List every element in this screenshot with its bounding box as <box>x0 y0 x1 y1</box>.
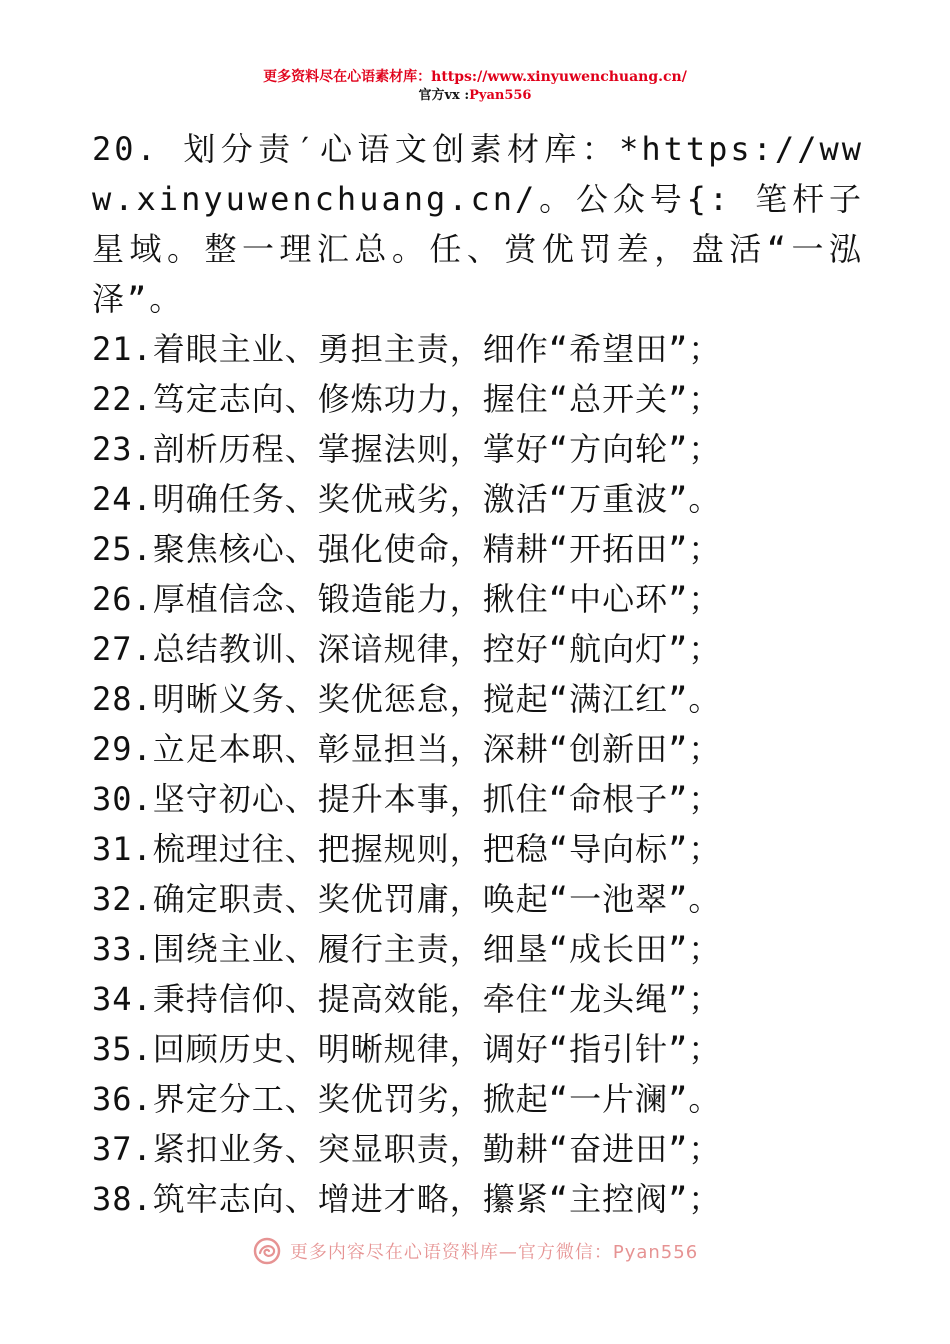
list-item: 32.确定职责、奖优罚庸，唤起“一池翠”。 <box>92 880 722 918</box>
list-item: 31.梳理过往、把握规则，把稳“导向标”； <box>92 830 722 868</box>
header-wechat-label: 官方vx : <box>418 88 470 103</box>
page-header <box>0 68 950 105</box>
list-item: 30.坚守初心、提升本事，抓住“命根子”； <box>92 780 722 818</box>
header-wechat-id: Pyan556 <box>469 88 532 103</box>
list-item: 21.着眼主业、勇担主责，细作“希望田”； <box>92 330 722 368</box>
list-item: 26.厚植信念、锻造能力，揪住“中心环”； <box>92 580 722 618</box>
footer-text: 更多内容尽在心语资料库—官方微信：Pyan556 <box>289 1242 699 1263</box>
list-item: 37.紧扣业务、突显职责，勤耕“奋进田”； <box>92 1130 722 1168</box>
list-item: 38.筑牢志向、增进才略，攥紧“主控阀”； <box>92 1180 722 1218</box>
list-item: 28.明晰义务、奖优惩怠，搅起“满江红”。 <box>92 680 722 718</box>
list-item: 35.回顾历史、明晰规律，调好“指引针”； <box>92 1030 722 1068</box>
list-item: 27.总结教训、深谙规律，控好“航向灯”； <box>92 630 722 668</box>
list-item: 25.聚焦核心、强化使命，精耕“开拓田”； <box>92 530 722 568</box>
list-item: 33.围绕主业、履行主责，细垦“成长田”； <box>92 930 722 968</box>
list-item: 29.立足本职、彰显担当，深耕“创新田”； <box>92 730 722 768</box>
swirl-logo-icon <box>252 1236 282 1266</box>
item-20-paragraph: 20. 划分责′心语文创素材库：*https://www.xinyuwenchuang.cn/。公众号{: 笔杆子星域。整一理汇总。任、赏优罚差，盘活“一泓泽”。 <box>92 130 864 318</box>
list-item: 23.剖析历程、掌握法则，掌好“方向轮”； <box>92 430 722 468</box>
page-footer <box>0 1236 950 1266</box>
header-wechat-line <box>0 87 950 105</box>
header-website-line: 更多资料尽在心语素材库：https://www.xinyuwenchuang.cn/ <box>263 69 687 85</box>
list-item: 24.明确任务、奖优戒劣，激活“万重波”。 <box>92 480 722 518</box>
list-item: 22.笃定志向、修炼功力，握住“总开关”； <box>92 380 722 418</box>
list-item: 34.秉持信仰、提高效能，牵住“龙头绳”； <box>92 980 722 1018</box>
list-item: 36.界定分工、奖优罚劣，掀起“一片澜”。 <box>92 1080 722 1118</box>
document-body <box>92 124 864 1224</box>
